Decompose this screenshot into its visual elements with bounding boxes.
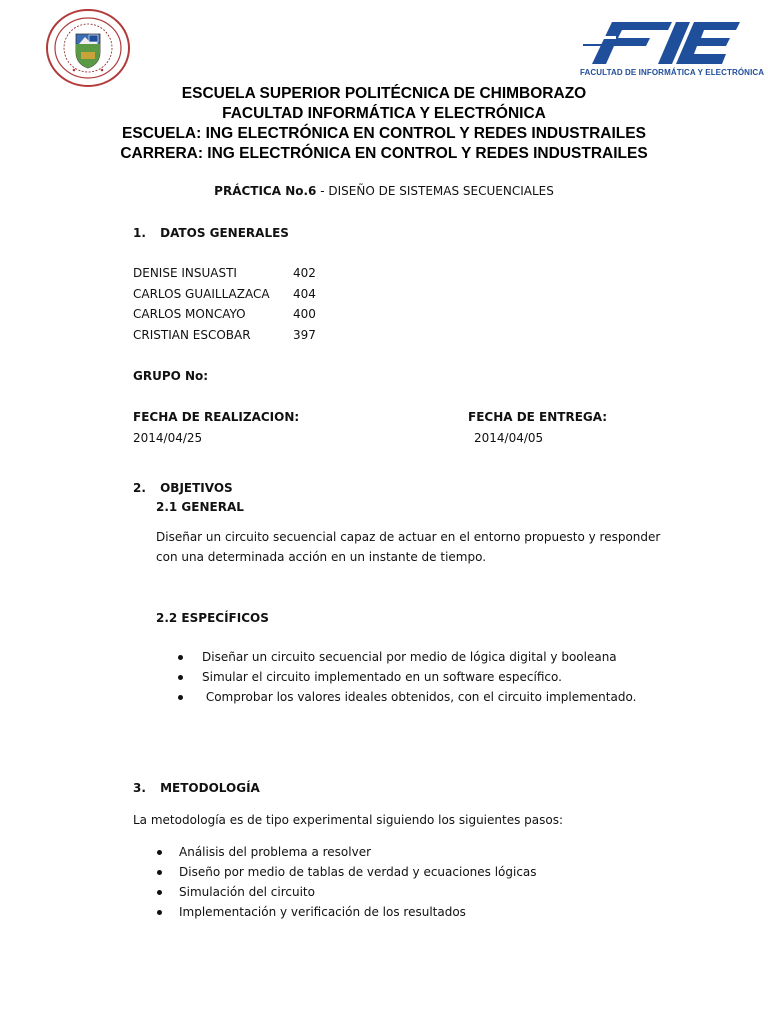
fie-faculty-logo xyxy=(580,18,765,80)
date-delivery-label: FECHA DE ENTREGA: xyxy=(468,410,608,424)
member-row xyxy=(133,266,353,287)
section-3-title: METODOLOGÍA xyxy=(160,781,260,795)
date-realization-label: FECHA DE REALIZACION: xyxy=(133,410,300,424)
member-name: CRISTIAN ESCOBAR xyxy=(133,327,251,342)
bullet-icon xyxy=(178,675,183,680)
bullet-icon xyxy=(157,850,162,855)
date-realization-value: 2014/04/25 xyxy=(133,431,203,445)
general-objective-heading: 2.1 GENERAL xyxy=(156,500,244,514)
espoch-seal-logo xyxy=(45,8,131,88)
specific-objectives-list xyxy=(178,647,698,707)
methodology-intro: La metodología es de tipo experimental siguiendo los siguientes pasos: xyxy=(133,813,564,827)
practice-title xyxy=(0,184,768,198)
practice-subject: - DISEÑO DE SISTEMAS SECUENCIALES xyxy=(316,184,554,198)
member-name: DENISE INSUASTI xyxy=(133,266,237,280)
members-list xyxy=(133,266,353,348)
member-name: CARLOS GUAILLAZACA xyxy=(133,286,270,301)
section-2-number: 2. xyxy=(133,481,146,495)
bullet-icon xyxy=(178,695,183,700)
list-item: Comprobar los valores ideales obtenidos, con el circuito implementado. xyxy=(178,687,698,707)
list-item: Análisis del problema a resolver xyxy=(157,842,677,862)
member-row xyxy=(133,328,353,349)
methodology-steps-list xyxy=(157,842,677,922)
bullet-icon xyxy=(157,870,162,875)
member-row xyxy=(133,307,353,328)
specific-objectives-heading: 2.2 ESPECÍFICOS xyxy=(156,611,269,625)
bullet-icon xyxy=(157,910,162,915)
list-item: Simular el circuito implementado en un software específico. xyxy=(178,667,698,687)
section-1-title: DATOS GENERALES xyxy=(160,226,289,240)
group-label: GRUPO No: xyxy=(133,369,209,383)
bullet-icon xyxy=(178,655,183,660)
list-item: Simulación del circuito xyxy=(157,882,677,902)
list-item: Diseñar un circuito secuencial por medio de lógica digital y booleana xyxy=(178,647,698,667)
general-objective-line-1: Diseñar un circuito secuencial capaz de actuar en el entorno propuesto y responder xyxy=(156,530,661,544)
header-faculty: FACULTAD INFORMÁTICA Y ELECTRÓNICA xyxy=(222,105,546,122)
practice-number: PRÁCTICA No.6 xyxy=(214,184,317,198)
section-1-number: 1. xyxy=(133,226,146,240)
section-2-heading xyxy=(133,481,233,495)
list-item: Implementación y verificación de los resultados xyxy=(157,902,677,922)
date-delivery-value: 2014/04/05 xyxy=(474,431,544,445)
member-code: 402 xyxy=(293,266,316,280)
member-code: 404 xyxy=(293,286,316,301)
member-code: 397 xyxy=(293,327,316,342)
list-item: Diseño por medio de tablas de verdad y ecuaciones lógicas xyxy=(157,862,677,882)
member-code: 400 xyxy=(293,307,316,321)
header-institution: ESCUELA SUPERIOR POLITÉCNICA DE CHIMBORAZO xyxy=(181,85,587,102)
section-2-title: OBJETIVOS xyxy=(160,481,233,495)
header-career: CARRERA: ING ELECTRÓNICA EN CONTROL Y REDES INDUSTRAILES xyxy=(120,145,648,162)
general-objective-line-2: con una determinada acción en un instante de tiempo. xyxy=(156,550,487,564)
member-row xyxy=(133,287,353,308)
document-header xyxy=(0,84,768,164)
section-3-number: 3. xyxy=(133,781,146,795)
section-1-heading xyxy=(133,226,289,240)
fie-logo-caption: FACULTAD DE INFORMÁTICA Y ELECTRÓNICA xyxy=(580,68,765,77)
header-school: ESCUELA: ING ELECTRÓNICA EN CONTROL Y REDES INDUSTRAILES xyxy=(122,125,646,142)
member-name: CARLOS MONCAYO xyxy=(133,307,246,321)
section-3-heading xyxy=(133,781,260,795)
bullet-icon xyxy=(157,890,162,895)
